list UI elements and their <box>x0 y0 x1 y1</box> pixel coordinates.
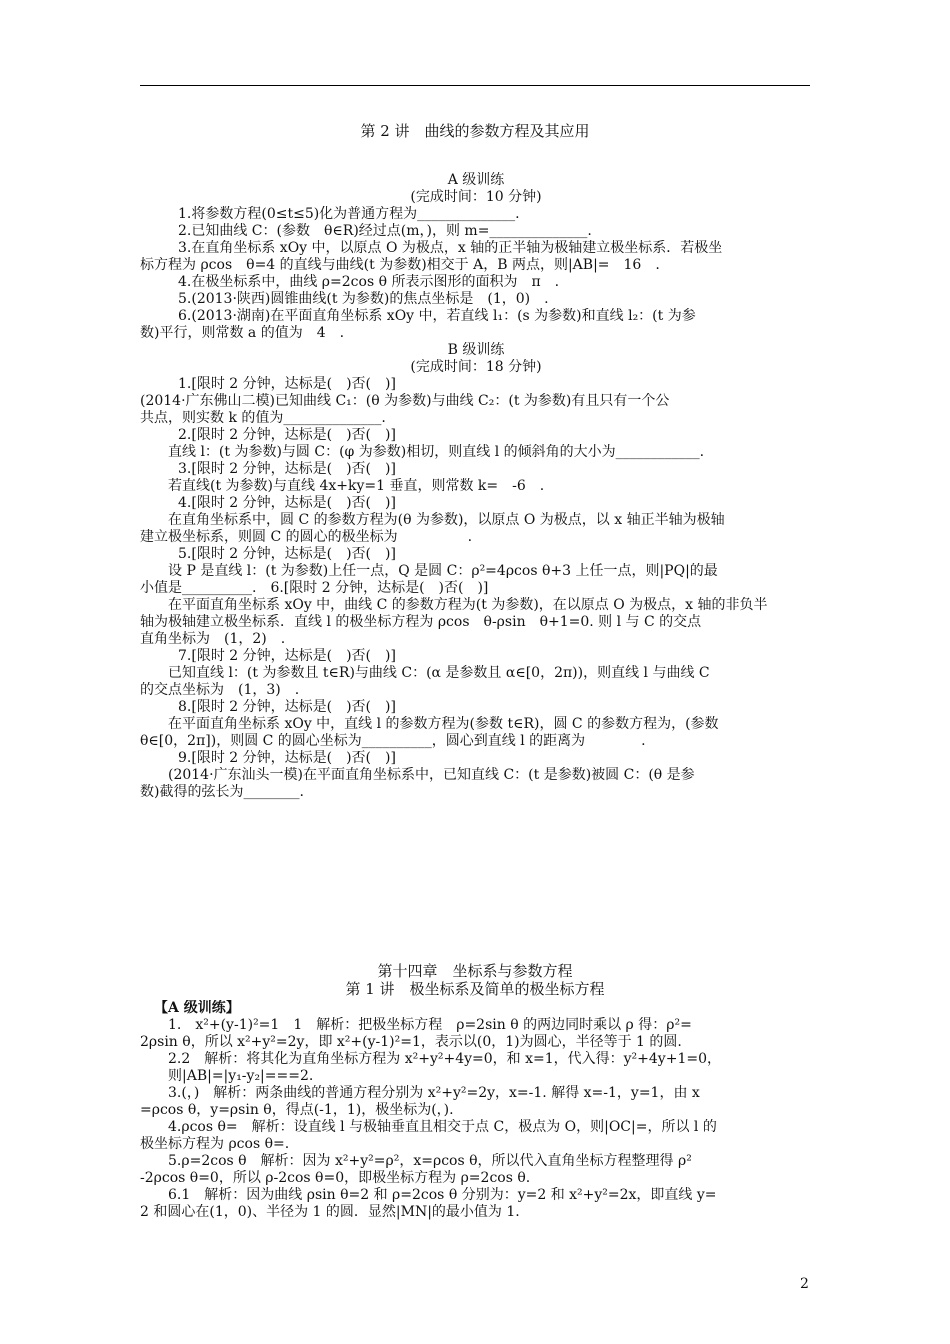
answer-line: 6.1 解析：因为曲线 ρsin θ=2 和 ρ=2cos θ 分别为：y=2 和 x²+y²=2x，即直线 y= <box>168 1187 717 1203</box>
question-line: 1.将参数方程(0≤t≤5)化为普通方程为______________. <box>178 206 520 222</box>
question-line: 4.在极坐标系中，曲线 ρ=2cos θ 所表示图形的面积为 π . <box>178 274 560 290</box>
question-line: 标方程为 ρcos θ=4 的直线与曲线(t 为参数)相交于 A，B 两点，则|AB|= 16 . <box>140 257 660 273</box>
section-a-time: (完成时间：10 分钟) <box>410 189 542 205</box>
answer-lesson-title: 第 1 讲 极坐标系及简单的极坐标方程 <box>345 980 605 998</box>
question-line: 数)截得的弦长为________. <box>140 784 304 800</box>
lesson-title: 第 2 讲 曲线的参数方程及其应用 <box>360 122 590 140</box>
answer-line: =ρcos θ，y=ρsin θ，得点(-1，1)，极坐标为(，). <box>140 1102 454 1118</box>
question-line: 的交点坐标为 (1，3) . <box>140 682 300 698</box>
question-line: 设 P 是直线 l：(t 为参数)上任一点，Q 是圆 C：ρ²=4ρcos θ+3 上任一点，则|PQ|的最 <box>168 563 718 579</box>
answer-line: 2.2 解析：将其化为直角坐标方程为 x²+y²+4y=0，和 x=1，代入得：y²+4y+1=0， <box>168 1051 721 1067</box>
answer-line: 则|AB|=|y₁-y₂|===2. <box>168 1068 314 1084</box>
question-line: 3.[限时 2 分钟，达标是( )否( )] <box>178 461 396 477</box>
answers-label: 【A 级训练】 <box>154 1000 240 1016</box>
question-line: θ∈[0，2π])，则圆 C 的圆心坐标为__________，圆心到直线 l 的距离为 . <box>140 733 646 749</box>
question-line: 小值是__________. 6.[限时 2 分钟，达标是( )否( )] <box>140 580 489 596</box>
answer-line: 3.(，) 解析：两条曲线的普通方程分别为 x²+y²=2y，x=-1. 解得 x=-1，y=1，由 x <box>168 1085 700 1101</box>
section-b <box>140 342 812 801</box>
question-line: 2.已知曲线 C：(参数 θ∈R)经过点(m，)，则 m=______________. <box>178 223 592 239</box>
question-line: 已知直线 l：(t 为参数且 t∈R)与曲线 C：(α 是参数且 α∈[0，2π))，则直线 l 与曲线 C <box>168 665 710 681</box>
question-line: 5.[限时 2 分钟，达标是( )否( )] <box>178 546 396 562</box>
chapter-title: 第十四章 坐标系与参数方程 <box>377 962 573 980</box>
question-line: 5.(2013·陕西)圆锥曲线(t 为参数)的焦点坐标是 (1，0) . <box>178 291 549 307</box>
answer-line: 1. x²+(y-1)²=1 1 解析：把极坐标方程 ρ=2sin θ 的两边同时乘以 ρ 得：ρ²= <box>168 1017 692 1033</box>
answer-line: 2ρsin θ，所以 x²+y²=2y，即 x²+(y-1)²=1，表示以(0，1)为圆心，半径等于 1 的圆. <box>140 1034 682 1050</box>
answer-line: 2 和圆心在(1，0)、半径为 1 的圆．显然|MN|的最小值为 1. <box>140 1204 520 1220</box>
question-line: 数)平行，则常数 a 的值为 4 . <box>140 325 345 341</box>
page-number: 2 <box>800 1276 809 1292</box>
question-line: 轴为极轴建立极坐标系．直线 l 的极坐标方程为 ρcos θ-ρsin θ+1=0. 则 l 与 C 的交点 <box>140 614 702 630</box>
question-line: 3.在直角坐标系 xOy 中，以原点 O 为极点，x 轴的正半轴为极轴建立极坐标系．若极坐 <box>178 240 723 256</box>
question-line: 2.[限时 2 分钟，达标是( )否( )] <box>178 427 396 443</box>
question-line: 4.[限时 2 分钟，达标是( )否( )] <box>178 495 396 511</box>
question-line: 若直线(t 为参数)与直线 4x+ky=1 垂直，则常数 k= -6 . <box>168 478 545 494</box>
question-line: 7.[限时 2 分钟，达标是( )否( )] <box>178 648 396 664</box>
answer-line: 5.ρ=2cos θ 解析：因为 x²+y²=ρ²，x=ρcos θ，所以代入直角坐标方程整理得 ρ² <box>168 1153 692 1169</box>
header-rule <box>140 85 810 86</box>
question-line: 6.(2013·湖南)在平面直角坐标系 xOy 中，若直线 l₁：(s 为参数)和直线 l₂：(t 为参 <box>178 308 696 324</box>
answer-line: 极坐标方程为 ρcos θ=. <box>140 1136 290 1152</box>
question-line: 9.[限时 2 分钟，达标是( )否( )] <box>178 750 396 766</box>
question-line: 在直角坐标系中，圆 C 的参数方程为(θ 为参数)，以原点 O 为极点，以 x 轴正半轴为极轴 <box>168 512 725 528</box>
section-a <box>140 172 812 342</box>
question-line: 1.[限时 2 分钟，达标是( )否( )] <box>178 376 396 392</box>
answer-line: -2ρcos θ=0，所以 ρ-2cos θ=0，即极坐标方程为 ρ=2cos θ. <box>140 1170 531 1186</box>
section-b-heading: B 级训练 <box>447 342 505 358</box>
answers-section <box>140 1000 812 1221</box>
question-line: (2014·广东佛山二模)已知曲线 C₁：(θ 为参数)与曲线 C₂：(t 为参数)有且只有一个公 <box>140 393 670 409</box>
answer-line: 4.ρcos θ= 解析：设直线 l 与极轴垂直且相交于点 C，极点为 O，则|OC|=，所以 l 的 <box>168 1119 717 1135</box>
question-line: 直线 l：(t 为参数)与圆 C：(φ 为参数)相切，则直线 l 的倾斜角的大小为____________. <box>168 444 705 460</box>
section-a-heading: A 级训练 <box>447 172 505 188</box>
question-line: 建立极坐标系，则圆 C 的圆心的极坐标为 . <box>140 529 473 545</box>
question-line: 8.[限时 2 分钟，达标是( )否( )] <box>178 699 396 715</box>
question-line: 在平面直角坐标系 xOy 中，直线 l 的参数方程为(参数 t∈R)，圆 C 的参数方程为，(参数 <box>168 716 719 732</box>
section-b-time: (完成时间：18 分钟) <box>410 359 542 375</box>
question-line: 在平面直角坐标系 xOy 中，曲线 C 的参数方程为(t 为参数)，在以原点 O 为极点，x 轴的非负半 <box>168 597 768 613</box>
question-line: 直角坐标为 (1，2) . <box>140 631 286 647</box>
question-line: 共点，则实数 k 的值为______________. <box>140 410 386 426</box>
question-line: (2014·广东汕头一模)在平面直角坐标系中，已知直线 C：(t 是参数)被圆 C：(θ 是参 <box>168 767 695 783</box>
